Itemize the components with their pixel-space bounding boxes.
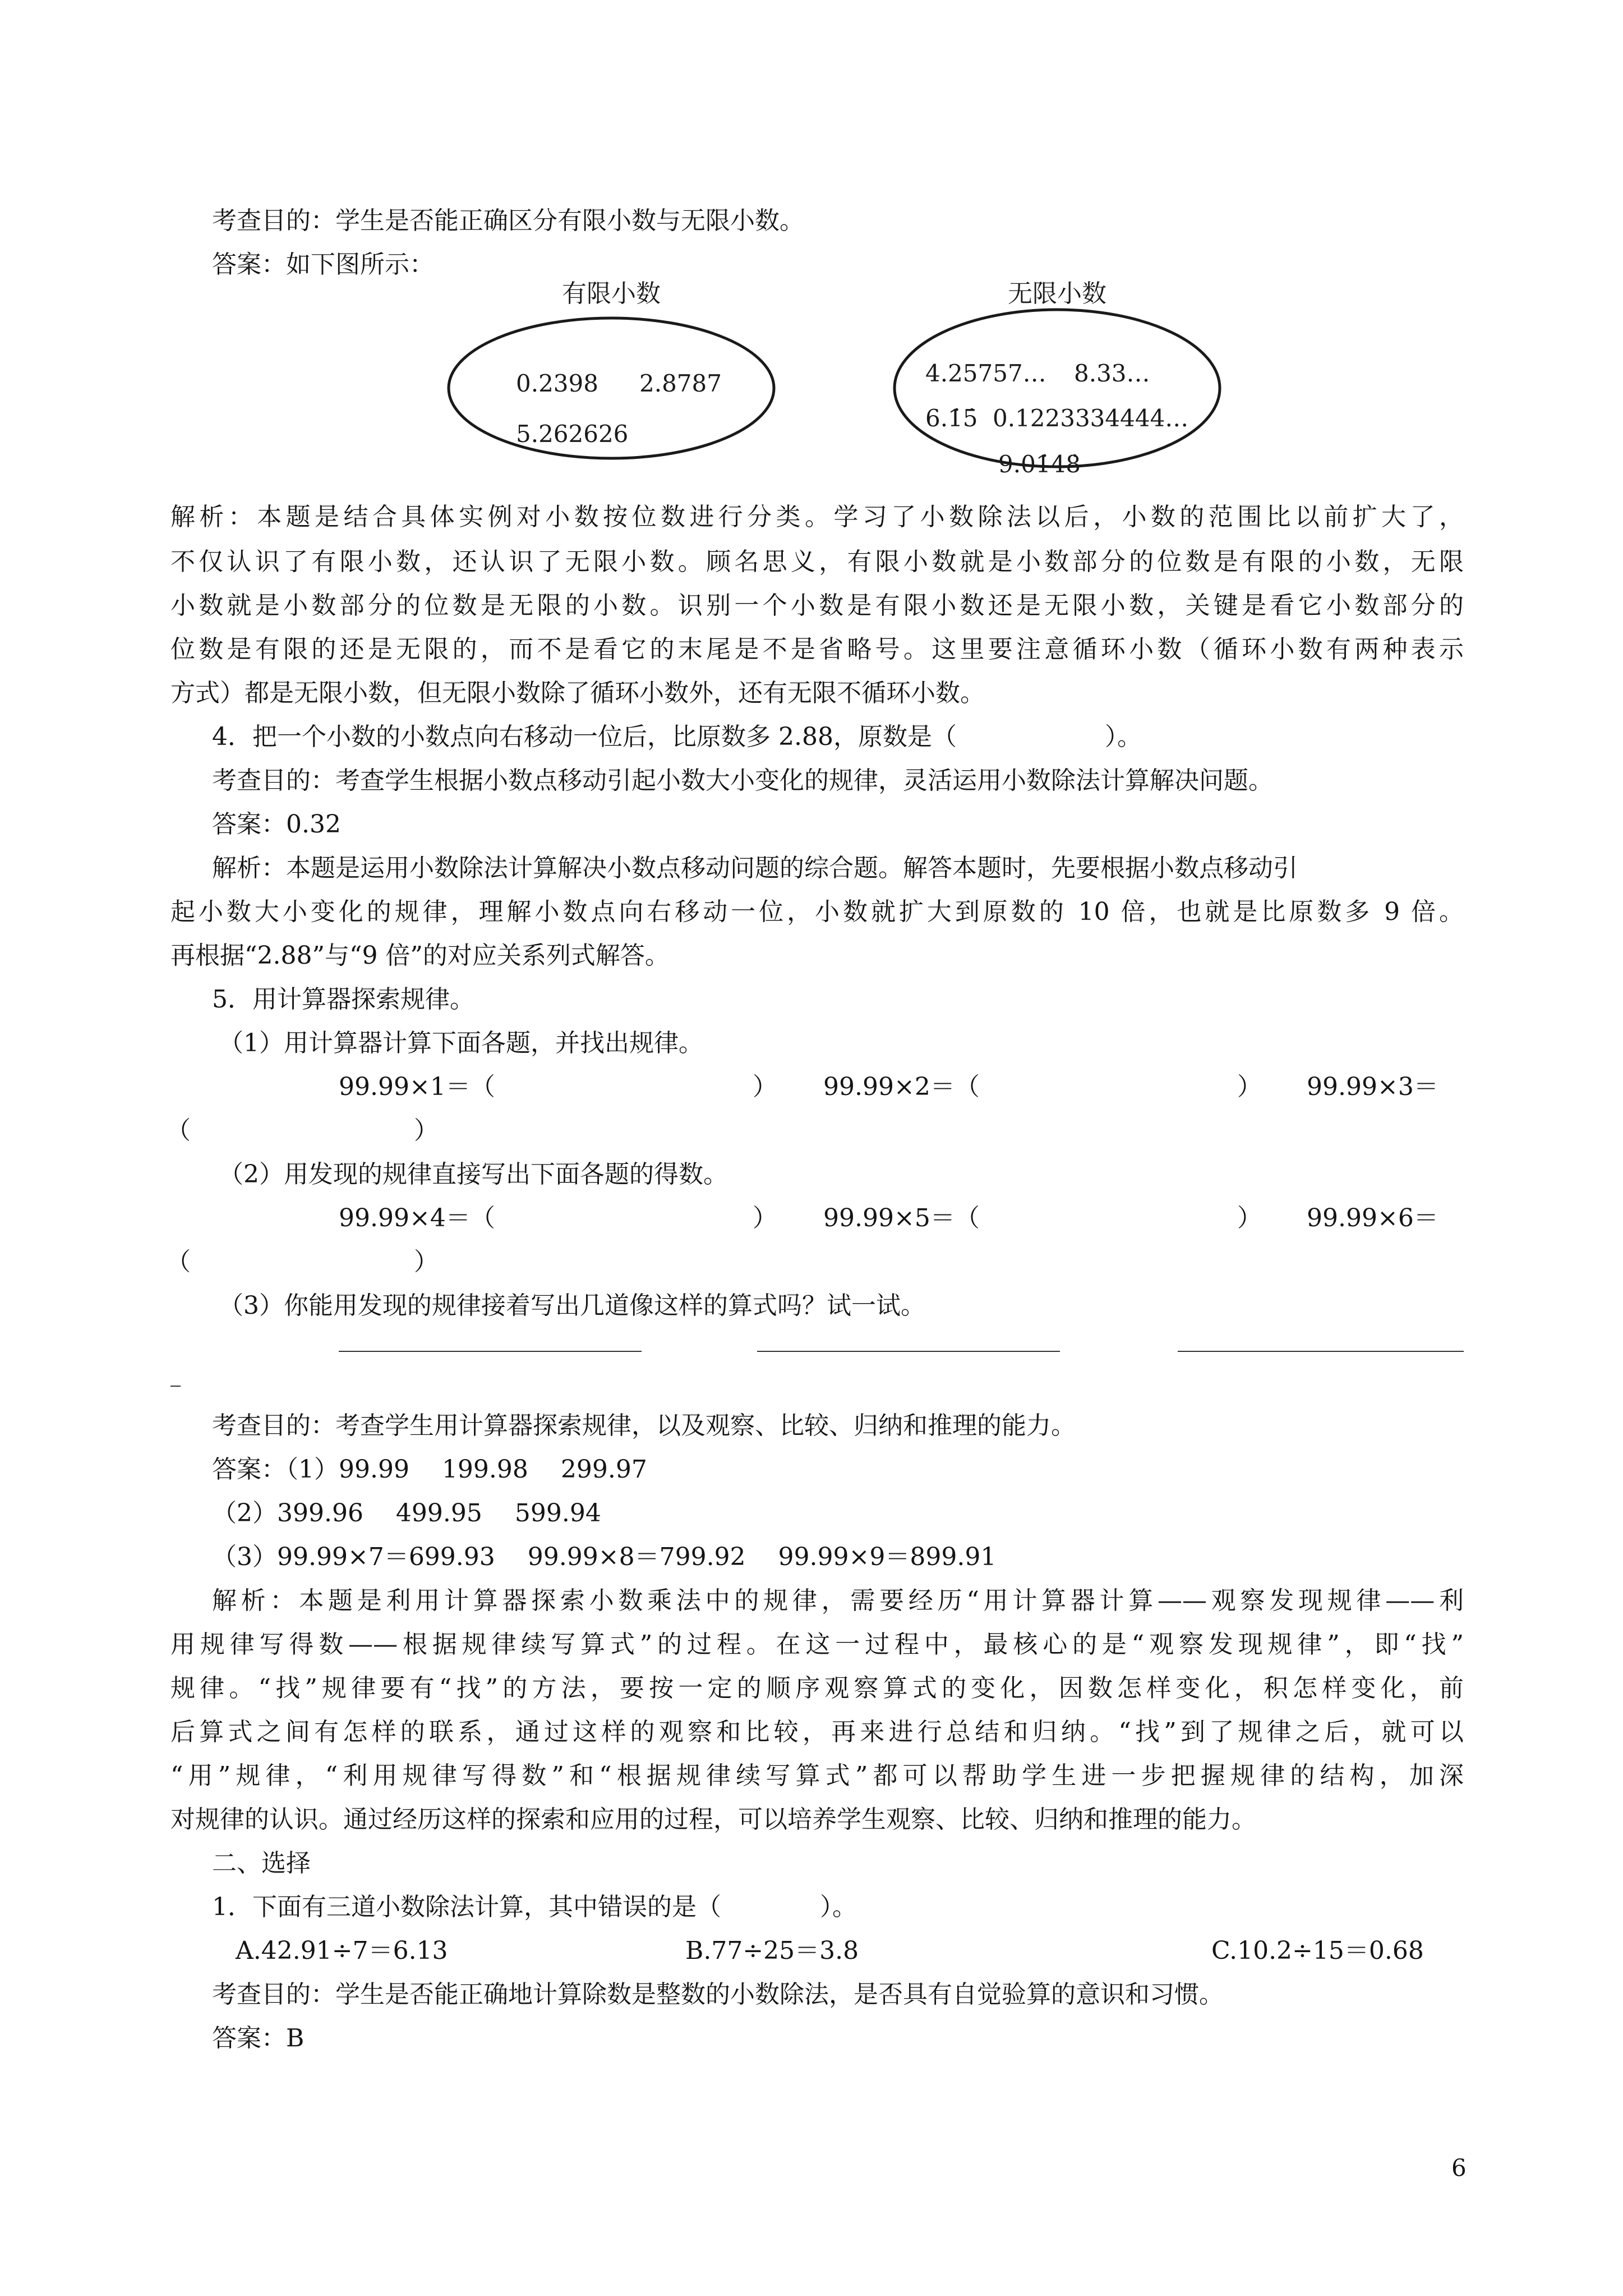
q5-row1-wrap-close: ） [414,1116,439,1145]
q5-row2-wrap-open: （ [166,1248,191,1276]
option-b: B.77÷25＝3.8 [685,1936,859,1965]
finite-item-2: 2.8787 [639,370,722,397]
q5-answer-2: （2）399.96 499.95 599.94 [212,1499,601,1527]
q4-analysis-line-3: 再根据“2.88”与“9 倍”的对应关系列式解答。 [170,941,670,970]
answer-q3: 答案：如下图所示： [212,250,434,279]
q5-analysis-line-1: 解析：本题是利用计算器探索小数乘法中的规律，需要经历“用计算器计算——观察发现规律——利 [212,1586,1464,1615]
q5-sub3: （3）你能用发现的规律接着写出几道像这样的算式吗？试一试。 [219,1291,925,1320]
q5-row2-close-1: ） [753,1204,777,1232]
q4-question: 4．把一个小数的小数点向右移动一位后，比原数多 2.88，原数是（ ）。 [212,723,1142,751]
infinite-ellipse [895,310,1220,467]
analysis3-line-3: 小数就是小数部分的位数是无限的小数。识别一个小数是有限小数还是无限小数，关键是看它小数部分的 [170,591,1464,620]
q5-row1-expr-3: 99.99×3＝ [1307,1073,1438,1101]
analysis3-line-1: 解析：本题是结合具体实例对小数按位数进行分类。学习了小数除法以后，小数的范围比以前扩大了， [170,503,1464,531]
analysis3-line-4: 位数是有限的还是无限的，而不是看它的末尾是不是省略号。这里要注意循环小数（循环小数有两种表示 [170,635,1464,664]
q4-answer: 答案：0.32 [212,810,341,839]
q5-sub1: （1）用计算器计算下面各题，并找出规律。 [219,1029,703,1057]
q5-analysis-line-6: 对规律的认识。通过经历这样的探索和应用的过程，可以培养学生观察、比较、归纳和推理的能力。 [170,1805,1256,1834]
analysis3-line-2: 不仅认识了有限小数，还认识了无限小数。顾名思义，有限小数就是小数部分的位数是有限的小数，无限 [170,547,1464,576]
q4-analysis-line-1: 解析：本题是运用小数除法计算解决小数点移动问题的综合题。解答本题时，先要根据小数点移动引 [212,854,1298,882]
infinite-item-4: 0.1223334444… [993,404,1189,432]
q5-analysis-line-3: 规律。“找”规律要有“找”的方法，要按一定的顺序观察算式的变化，因数怎样变化，积怎样变化，前 [170,1674,1464,1703]
infinite-title: 无限小数 [1008,279,1106,308]
finite-title: 有限小数 [562,279,661,308]
q5-answer-3: （3）99.99×7＝699.93 99.99×8＝799.92 99.99×9＝899.91 [212,1543,997,1571]
infinite-item-3: 6.1̇5̇ [925,404,978,432]
q5-row2-expr-2: 99.99×5＝（ [823,1204,980,1232]
decimal-classification-figure [437,275,1234,499]
q5-row2-expr-1: 99.99×4＝（ [339,1204,495,1232]
q5-answer-1: 答案：（1）99.99 199.98 299.97 [212,1455,647,1484]
section2-purpose: 考查目的：学生是否能正确地计算除数是整数的小数除法，是否具有自觉验算的意识和习惯。 [212,1980,1224,2009]
q4-purpose: 考查目的：考查学生根据小数点移动引起小数大小变化的规律，灵活运用小数除法计算解决问题。 [212,766,1273,795]
q5-row1-expr-2: 99.99×2＝（ [823,1073,980,1101]
infinite-item-2: 8.33… [1074,360,1150,387]
q5-analysis-line-5: “用”规律，“利用规律写得数”和“根据规律续写算式”都可以帮助学生进一步把握规律的结构，加深 [170,1761,1464,1790]
answer-blank-1 [339,1351,642,1352]
q5-row1-wrap-open: （ [166,1116,191,1145]
q5-analysis-line-2: 用规律写得数——根据规律续写算式”的过程。在这一过程中，最核心的是“观察发现规律”，即“找” [170,1630,1464,1659]
finite-item-3: 5.262626 [516,420,629,448]
q5-question: 5．用计算器探索规律。 [212,985,474,1014]
q5-row1-expr-1: 99.99×1＝（ [339,1073,495,1101]
infinite-item-5: 9.01̇48̇ [998,450,1081,478]
q4-analysis-line-2: 起小数大小变化的规律，理解小数点向右移动一位，小数就扩大到原数的 10 倍，也就是比原数多 9 倍。 [170,898,1464,926]
q5-sub2: （2）用发现的规律直接写出下面各题的得数。 [219,1160,728,1189]
purpose-q3: 考查目的：学生是否能正确区分有限小数与无限小数。 [212,206,804,235]
answer-blank-2 [757,1351,1060,1352]
analysis3-line-5: 方式）都是无限小数，但无限小数除了循环小数外，还有无限不循环小数。 [170,679,985,707]
option-a: A.42.91÷7＝6.13 [236,1936,448,1965]
q5-analysis-line-4: 后算式之间有怎样的联系，通过这样的观察和比较，再来进行总结和归纳。“找”到了规律之后，就可以 [170,1718,1464,1746]
infinite-item-1: 4.25757… [925,360,1046,387]
option-c: C.10.2÷15＝0.68 [1211,1936,1424,1965]
q5-row2-close-2: ） [1237,1204,1262,1232]
q5-purpose: 考查目的：考查学生用计算器探索规律，以及观察、比较、归纳和推理的能力。 [212,1411,1076,1440]
finite-item-1: 0.2398 [516,370,598,397]
q5-row1-close-2: ） [1237,1073,1262,1101]
q5-row1-close-1: ） [753,1073,777,1101]
answer-blank-wrap [170,1386,181,1387]
section2-heading: 二、选择 [212,1849,311,1878]
q5-row2-expr-3: 99.99×6＝ [1307,1204,1438,1232]
section2-q1: 1．下面有三道小数除法计算，其中错误的是（ ）。 [212,1893,857,1921]
page-number: 6 [1451,2154,1467,2182]
section2-answer: 答案：B [212,2024,305,2053]
answer-blank-3 [1178,1351,1464,1352]
q5-row2-wrap-close: ） [414,1248,439,1276]
